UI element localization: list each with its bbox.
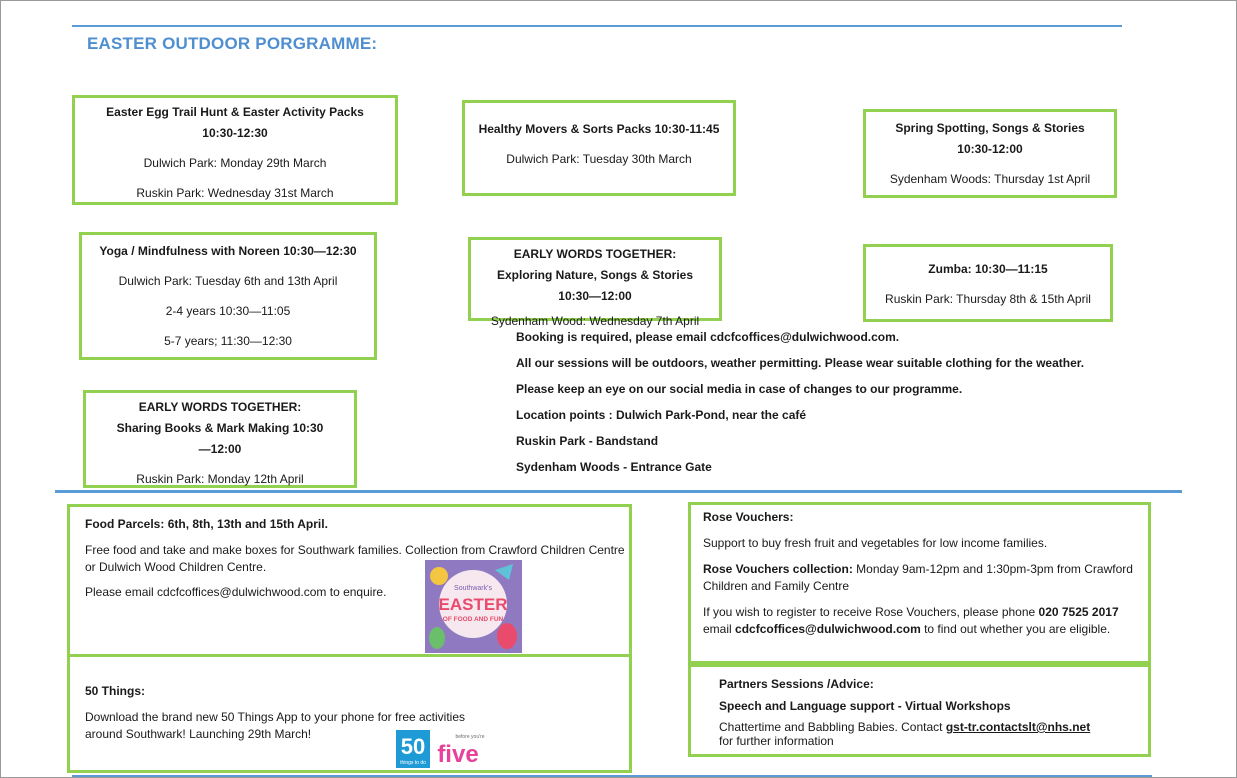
food-parcels-body: Free food and take and make boxes for Southwark families. Collection from Crawford Children Centre or Dulwich Wood Children Centre. <box>85 543 625 574</box>
event-line: Ruskin Park: Wednesday 31st March <box>136 186 334 200</box>
event-heading: EARLY WORDS TOGETHER: Sharing Books & Mark Making 10:30—12:00 <box>116 400 324 456</box>
poster-sub-text: OF FOOD AND FUN <box>442 616 504 623</box>
rose-vouchers-collection <box>703 561 1136 595</box>
info-line: Booking is required, please email cdcfcoffices@dulwichwood.com. <box>516 330 900 344</box>
fifty-things-panel <box>67 654 632 773</box>
info-line: Sydenham Woods - Entrance Gate <box>516 460 712 474</box>
top-rule <box>72 25 1122 27</box>
email-address: cdcfcoffices@dulwichwood.com <box>735 622 921 636</box>
event-healthy-movers <box>462 100 736 196</box>
partners-panel <box>688 664 1151 757</box>
event-heading: Yoga / Mindfulness with Noreen 10:30—12:30 <box>99 244 357 258</box>
logo-word: five <box>437 741 479 768</box>
rose-vouchers-register <box>703 604 1136 638</box>
page-title: EASTER OUTDOOR PORGRAMME: <box>87 34 378 53</box>
info-line: Ruskin Park - Bandstand <box>516 434 659 448</box>
event-yoga <box>79 232 377 360</box>
info-line: All our sessions will be outdoors, weather permitting. Please wear suitable clothing for the weather. <box>516 356 1085 370</box>
fifty-things-heading: 50 Things: <box>85 684 146 698</box>
event-heading: EARLY WORDS TOGETHER: Exploring Nature, Songs & Stories 10:30—12:00 <box>496 247 694 303</box>
event-heading: Healthy Movers & Sorts Packs 10:30-11:45 <box>478 122 720 136</box>
event-line: Ruskin Park: Monday 12th April <box>136 472 304 486</box>
event-early-words-books <box>83 390 357 488</box>
rose-vouchers-heading: Rose Vouchers: <box>703 510 794 524</box>
event-heading: Zumba: 10:30—11:15 <box>928 262 1048 276</box>
partners-contact-link[interactable]: gst-tr.contactslt@nhs.net <box>945 720 1091 734</box>
middle-rule <box>55 490 1182 493</box>
partners-suffix: for further information <box>719 734 834 748</box>
event-line: Dulwich Park: Monday 29th March <box>143 156 327 170</box>
phone-number: 020 7525 2017 <box>1038 605 1119 619</box>
partners-text <box>719 720 1120 748</box>
event-line: Ruskin Park: Thursday 8th & 15th April <box>885 292 1091 306</box>
bottom-rule <box>72 775 1152 777</box>
fifty-things-body: Download the brand new 50 Things App to your phone for free activities around Southwark! Launching 29th March! <box>85 710 466 741</box>
info-line: Please keep an eye on our social media in case of changes to our programme. <box>516 382 963 396</box>
logo-number: 50 <box>400 734 426 759</box>
rose-vouchers-panel <box>688 502 1151 664</box>
poster-main-text: EASTER <box>438 595 508 614</box>
collection-label: Rose Vouchers collection: <box>703 562 853 576</box>
rose-vouchers-intro: Support to buy fresh fruit and vegetables for low income families. <box>703 536 1048 550</box>
event-egg-trail <box>72 95 398 205</box>
event-line: Dulwich Park: Tuesday 30th March <box>506 152 692 166</box>
food-parcels-heading: Food Parcels: 6th, 8th, 13th and 15th April. <box>85 517 328 531</box>
booking-info <box>516 330 1084 486</box>
info-line: Location points : Dulwich Park-Pond, near the café <box>516 408 807 422</box>
partners-subheading: Speech and Language support - Virtual Workshops <box>719 699 1011 713</box>
event-spring-spotting <box>863 109 1117 198</box>
logo-small-top: before you're <box>455 734 485 740</box>
easter-poster-image <box>425 560 522 653</box>
collection-text: Monday 9am-12pm and 1:30pm-3pm from Crawford Children and Family Centre <box>703 562 1133 593</box>
event-line: 5-7 years; 11:30—12:30 <box>164 334 292 348</box>
register-text: If you wish to register to receive Rose Vouchers, please phone <box>703 605 1039 619</box>
event-line: Sydenham Wood: Wednesday 7th April <box>490 314 700 328</box>
partners-heading: Partners Sessions /Advice: <box>719 677 874 691</box>
event-line: Sydenham Woods: Thursday 1st April <box>889 172 1091 186</box>
event-early-words-nature <box>468 237 722 328</box>
poster-top-text: Southwark's <box>454 585 492 592</box>
logo-small-bottom: things to do <box>400 760 426 766</box>
register-suffix: to find out whether you are eligible. <box>920 622 1111 636</box>
fifty-things-logo <box>396 730 486 768</box>
event-line: Dulwich Park: Tuesday 6th and 13th April <box>118 274 338 288</box>
event-heading: Easter Egg Trail Hunt & Easter Activity Packs 10:30-12:30 <box>106 105 364 140</box>
event-line: 2-4 years 10:30—11:05 <box>165 304 291 318</box>
food-parcels-panel <box>67 504 632 657</box>
event-heading: Spring Spotting, Songs & Stories 10:30-12:00 <box>895 121 1085 156</box>
event-zumba <box>863 244 1113 322</box>
partners-contact-text: Chattertime and Babbling Babies. Contact <box>719 720 946 734</box>
food-parcels-email: Please email cdcfcoffices@dulwichwood.com to enquire. <box>85 585 387 599</box>
email-prefix: email <box>703 622 736 636</box>
